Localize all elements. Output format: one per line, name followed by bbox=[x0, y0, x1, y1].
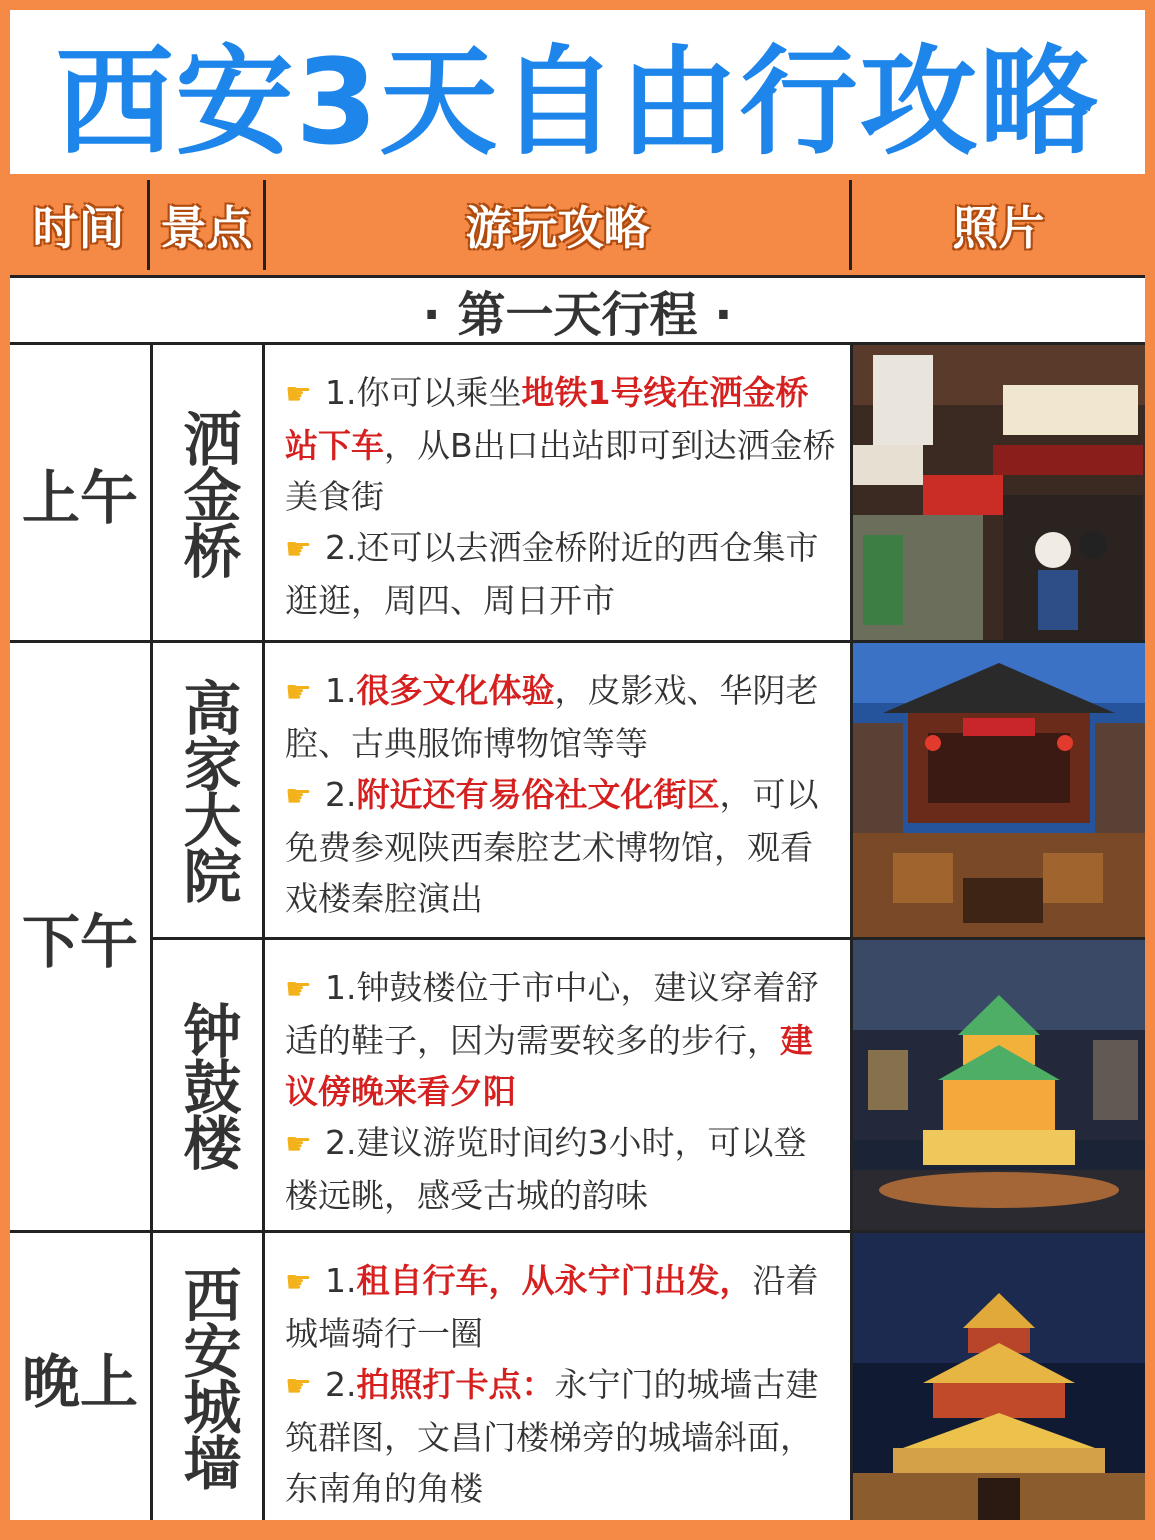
title-banner bbox=[10, 10, 1145, 174]
tip-item: ☛ 2.附近还有易俗社文化街区，可以免费参观陕西秦腔艺术博物馆，观看戏楼秦腔演出 bbox=[285, 769, 838, 924]
tip-item: ☛ 2.建议游览时间约3小时，可以登楼远眺，感受古城的韵味 bbox=[285, 1117, 838, 1221]
tip-item: ☛ 1.租自行车，从永宁门出发，沿着城墙骑行一圈 bbox=[285, 1255, 838, 1359]
spot-cell bbox=[153, 1233, 265, 1520]
pointing-hand-icon: ☛ bbox=[285, 972, 312, 1007]
bell-tower-night-photo bbox=[853, 940, 1145, 1233]
tips-cell bbox=[265, 345, 853, 643]
spot-cell bbox=[153, 643, 265, 940]
tip-item: ☛ 2.拍照打卡点：永宁门的城墙古建筑群图，文昌门楼梯旁的城墙斜面，东南角的角楼 bbox=[285, 1359, 838, 1514]
day-label: · 第一天行程 · bbox=[10, 275, 1145, 345]
pointing-hand-icon: ☛ bbox=[285, 779, 312, 814]
header-guide: 游玩攻略 bbox=[266, 180, 852, 270]
tip-item: ☛ 1.钟鼓楼位于市中心，建议穿着舒适的鞋子，因为需要较多的步行，建议傍晚来看夕阳 bbox=[285, 962, 838, 1117]
spot-name: 西安城墙 bbox=[173, 1264, 242, 1489]
pointing-hand-icon: ☛ bbox=[285, 1369, 312, 1404]
itinerary-table bbox=[10, 345, 1145, 1520]
page-title: 西安3天自由行攻略 bbox=[55, 33, 1100, 171]
header-photo: 照片 bbox=[952, 201, 1045, 255]
spot-cell bbox=[153, 345, 265, 643]
spot-name: 洒金桥 bbox=[173, 408, 242, 577]
market-street-photo bbox=[853, 345, 1145, 643]
tip-item: ☛ 1.你可以乘坐地铁1号线在洒金桥站下车，从B出口出站即可到达洒金桥美食街 bbox=[285, 367, 838, 522]
tips-cell bbox=[265, 643, 853, 940]
spot-name: 高家大院 bbox=[173, 678, 242, 902]
pointing-hand-icon: ☛ bbox=[285, 377, 312, 412]
tip-item: ☛ 2.还可以去洒金桥附近的西仓集市逛逛，周四、周日开市 bbox=[285, 522, 838, 626]
tips-cell bbox=[265, 940, 853, 1233]
time-afternoon: 下午 bbox=[10, 643, 153, 1233]
courtyard-stage-photo bbox=[853, 643, 1145, 940]
tip-item: ☛ 1.很多文化体验，皮影戏、华阴老腔、古典服饰博物馆等等 bbox=[285, 665, 838, 769]
header-time: 时间 bbox=[10, 180, 150, 270]
pointing-hand-icon: ☛ bbox=[285, 1265, 312, 1300]
spot-name: 钟鼓楼 bbox=[173, 1001, 242, 1169]
city-wall-gate-night-photo bbox=[853, 1233, 1145, 1520]
time-morning: 上午 bbox=[10, 345, 153, 643]
spot-cell bbox=[153, 940, 265, 1233]
time-evening: 晚上 bbox=[10, 1233, 153, 1520]
tips-cell bbox=[265, 1233, 853, 1520]
header-spot: 景点 bbox=[150, 180, 266, 270]
pointing-hand-icon: ☛ bbox=[285, 532, 312, 567]
pointing-hand-icon: ☛ bbox=[285, 675, 312, 710]
table-header bbox=[10, 180, 1145, 270]
pointing-hand-icon: ☛ bbox=[285, 1127, 312, 1162]
